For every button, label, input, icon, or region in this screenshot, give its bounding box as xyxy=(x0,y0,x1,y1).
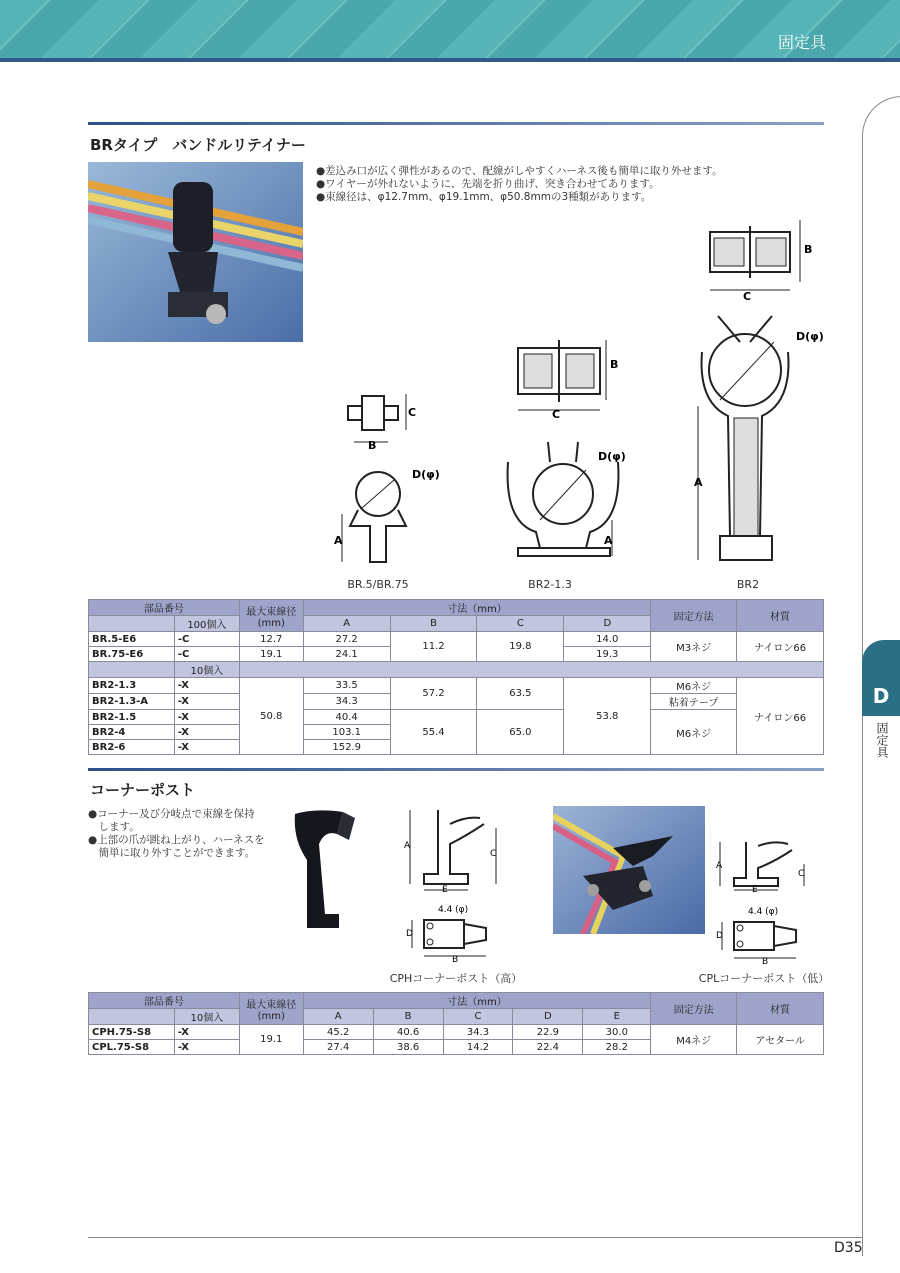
footer-divider xyxy=(88,1237,862,1238)
section-divider xyxy=(88,768,824,771)
table-row: BR2-4 -X 103.1 xyxy=(89,725,824,740)
corner-post-feature-list xyxy=(88,808,265,860)
table-row: BR2-1.5 -X 40.4 55.4 65.0 M6ネジ xyxy=(89,710,824,725)
svg-text:E: E xyxy=(442,885,448,894)
corner-feature-line: ●コーナー及び分岐点で束線を保持 xyxy=(88,808,255,820)
svg-text:E: E xyxy=(752,885,758,894)
br-feature-list xyxy=(316,165,723,204)
cpl-base-diagram xyxy=(710,904,810,966)
corner-feature-line: ●上部の爪が跳ね上がり、ハーネスを xyxy=(88,834,265,846)
br2-top-view-diagram xyxy=(700,212,820,302)
svg-text:A: A xyxy=(716,861,723,871)
br2-front-view-diagram xyxy=(690,312,830,570)
dim-label-b: B xyxy=(804,243,813,256)
svg-text:D: D xyxy=(716,931,723,941)
header-fix: 固定方法 xyxy=(651,600,737,632)
corner-feature-line: します。 xyxy=(88,821,140,833)
dim-label-a: A xyxy=(694,476,703,489)
br-feature-3: ●束線径は、φ12.7mm、φ19.1mm、φ50.8mmの3種類があります。 xyxy=(316,191,652,203)
page-number: D35 xyxy=(834,1240,863,1256)
br-product-photo xyxy=(88,162,303,342)
header-material: 材質 xyxy=(737,600,824,632)
br-spec-table xyxy=(88,599,824,755)
dim-label-hole: 4.4 (φ) xyxy=(748,907,779,917)
header-qty-10: 10個入 xyxy=(174,662,239,678)
caption-cph: CPHコーナーポスト（高） xyxy=(389,972,523,985)
dim-label-d: D(φ) xyxy=(412,468,440,481)
header-dims: 寸法（mm） xyxy=(303,600,651,616)
dim-label-c: C xyxy=(552,408,561,420)
header-material: 材質 xyxy=(737,993,824,1025)
cph-side-view-diagram xyxy=(400,804,510,894)
cpl-side-view-diagram xyxy=(712,834,822,894)
table-row: BR.75-E6 -C 19.1 24.1 19.3 xyxy=(89,647,824,662)
dim-label-b: B xyxy=(610,358,619,371)
cph-base-diagram xyxy=(400,902,500,964)
dim-label-a: A xyxy=(334,534,343,547)
caption-br2-1-3: BR2-1.3 xyxy=(528,578,572,591)
br-feature-2: ●ワイヤーが外れないように、先端を折り曲げ、突き合わせてあります。 xyxy=(316,178,660,190)
header-max-dia: 最大束線径 (mm) xyxy=(239,600,303,632)
table-row: CPL.75-S8 -X 27.4 38.6 14.2 22.4 28.2 xyxy=(89,1040,824,1055)
header-part-no: 部品番号 xyxy=(89,993,240,1009)
caption-br5: BR.5/BR.75 xyxy=(347,578,409,591)
header-b: B xyxy=(373,1009,443,1025)
table-row: BR2-1.3-A -X 34.3 粘着テープ xyxy=(89,694,824,710)
table-row: CPH.75-S8 -X 19.1 45.2 40.6 34.3 22.9 30.0 M4ネジ アセタール xyxy=(89,1025,824,1040)
index-tab-letter[interactable]: D xyxy=(862,640,900,716)
header-part-no: 部品番号 xyxy=(89,600,240,616)
header-e: E xyxy=(583,1009,651,1025)
table-row: BR2-1.3 -X 50.8 33.5 57.2 63.5 53.8 M6ネジ ナイロン66 xyxy=(89,678,824,694)
corner-feature-line: 簡単に取り外すことができます。 xyxy=(88,847,256,859)
caption-cpl: CPLコーナーポスト（低） xyxy=(698,972,830,985)
svg-text:A: A xyxy=(404,841,411,851)
header-max-dia: 最大束線径 (mm) xyxy=(239,993,303,1025)
table-row: BR2-6 -X 152.9 xyxy=(89,740,824,755)
header-d: D xyxy=(564,616,651,632)
header-qty: 100個入 xyxy=(174,616,239,632)
section-divider xyxy=(88,122,824,125)
cph-product-photo xyxy=(285,804,380,934)
header-banner xyxy=(0,0,900,62)
dim-label-b: B xyxy=(368,439,377,450)
br5-front-view-diagram xyxy=(330,462,450,574)
header-c: C xyxy=(443,1009,513,1025)
caption-br2: BR2 xyxy=(736,578,760,591)
svg-text:C: C xyxy=(798,869,805,879)
svg-text:B: B xyxy=(452,955,459,964)
cpl-product-photo xyxy=(553,806,705,934)
svg-text:B: B xyxy=(762,957,769,966)
header-dims: 寸法（mm） xyxy=(303,993,651,1009)
header-b: B xyxy=(390,616,477,632)
br-feature-1: ●差込み口が広く弾性があるので、配線がしやすくハーネス後も簡単に取り外せます。 xyxy=(316,165,723,177)
header-qty: 10個入 xyxy=(174,1009,239,1025)
dim-label-a: A xyxy=(604,534,613,547)
index-tab-label: 固定具 xyxy=(875,722,889,758)
dim-label-hole: 4.4 (φ) xyxy=(438,905,469,915)
category-title: 固定具 xyxy=(777,33,826,52)
br2-1-3-front-view-diagram xyxy=(500,432,640,564)
dim-label-d: D(φ) xyxy=(796,330,824,343)
header-a: A xyxy=(303,1009,373,1025)
table-row: BR.5-E6 -C 12.7 27.2 11.2 19.8 14.0 M3ネジ ナイロン66 xyxy=(89,632,824,647)
corner-post-spec-table xyxy=(88,992,824,1055)
dim-label-d: D(φ) xyxy=(598,450,626,463)
br5-top-view-diagram xyxy=(340,390,420,450)
header-a: A xyxy=(303,616,390,632)
header-d: D xyxy=(513,1009,583,1025)
br2-1-3-top-view-diagram xyxy=(510,330,630,420)
dim-label-c: C xyxy=(743,290,752,302)
header-c: C xyxy=(477,616,564,632)
header-fix: 固定方法 xyxy=(651,993,737,1025)
svg-text:C: C xyxy=(490,849,497,859)
dim-label-c: C xyxy=(408,406,417,419)
svg-text:D: D xyxy=(406,929,413,939)
section-title-corner-post: コーナーポスト xyxy=(90,781,196,799)
section-title-br: BRタイプ バンドルリテイナー xyxy=(90,136,306,154)
